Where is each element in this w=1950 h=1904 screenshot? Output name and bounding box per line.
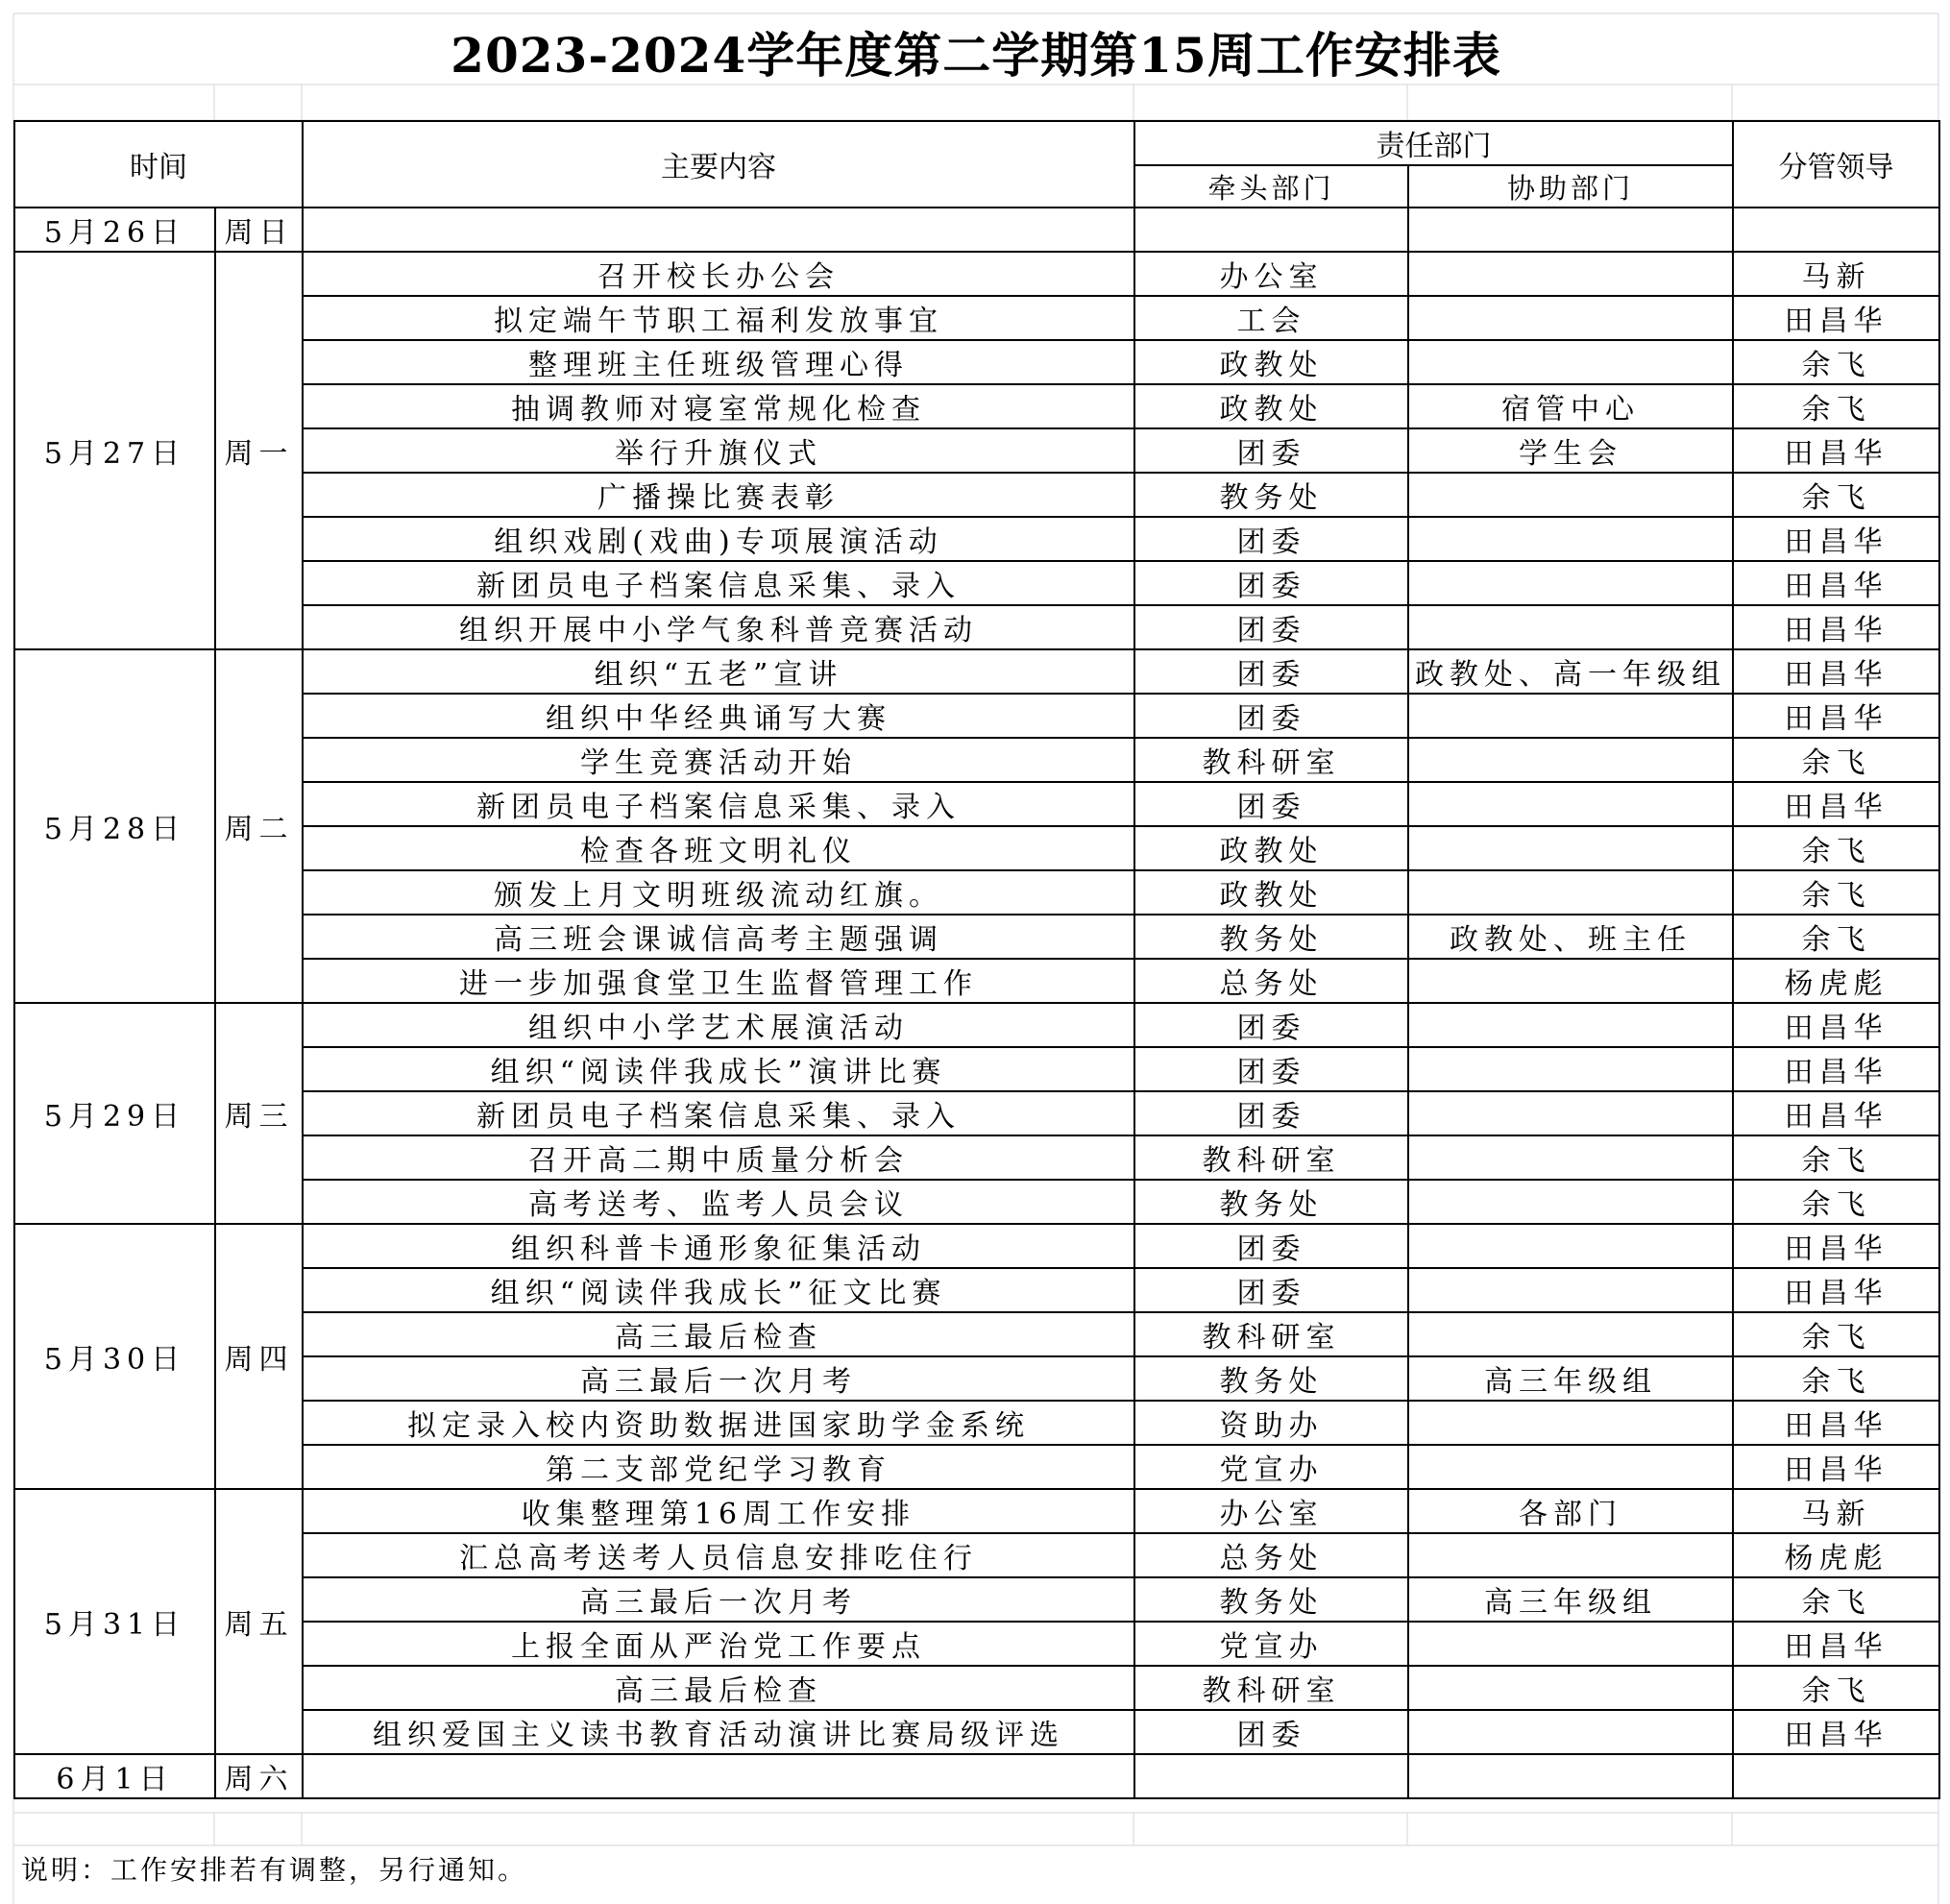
- assist-dept-cell: [1408, 694, 1733, 738]
- leader-cell: 余飞: [1733, 1180, 1939, 1224]
- assist-dept-cell: [1408, 826, 1733, 870]
- assist-dept-cell: [1408, 1180, 1733, 1224]
- lead-dept-cell: 团委: [1134, 1047, 1408, 1091]
- table-row: [14, 1312, 1939, 1356]
- task-content-cell: 颁发上月文明班级流动红旗。: [303, 870, 1134, 915]
- weekday-cell: 周五: [215, 1489, 303, 1754]
- assist-dept-cell: [1408, 1312, 1733, 1356]
- leader-cell: 余飞: [1733, 384, 1939, 428]
- table-row: [14, 1091, 1939, 1135]
- lead-dept-cell: 教科研室: [1134, 1135, 1408, 1180]
- leader-cell: 田昌华: [1733, 1003, 1939, 1047]
- table-row: [14, 1047, 1939, 1091]
- table-row: [14, 1180, 1939, 1224]
- table-row: [14, 1577, 1939, 1622]
- task-content-cell: 组织中华经典诵写大赛: [303, 694, 1134, 738]
- table-row: [14, 473, 1939, 517]
- table-row: [14, 1622, 1939, 1666]
- table-row: [14, 959, 1939, 1003]
- task-content-cell: 拟定端午节职工福利发放事宜: [303, 296, 1134, 340]
- task-content-cell: 组织开展中小学气象科普竞赛活动: [303, 605, 1134, 649]
- date-cell: 5月26日: [14, 207, 215, 252]
- leader-cell: 田昌华: [1733, 1091, 1939, 1135]
- assist-dept-cell: [1408, 561, 1733, 605]
- lead-dept-cell: 总务处: [1134, 959, 1408, 1003]
- lead-dept-cell: 党宣办: [1134, 1622, 1408, 1666]
- task-content-cell: 组织科普卡通形象征集活动: [303, 1224, 1134, 1268]
- assist-dept-cell: [1408, 1003, 1733, 1047]
- task-content-cell: 组织中小学艺术展演活动: [303, 1003, 1134, 1047]
- leader-cell: 余飞: [1733, 870, 1939, 915]
- lead-dept-cell: 团委: [1134, 694, 1408, 738]
- assist-dept-cell: [1408, 1710, 1733, 1754]
- assist-dept-cell: [1408, 1268, 1733, 1312]
- assist-dept-cell: 学生会: [1408, 428, 1733, 473]
- lead-dept-cell: 团委: [1134, 1268, 1408, 1312]
- leader-cell: 余飞: [1733, 1312, 1939, 1356]
- lead-dept-cell: 团委: [1134, 561, 1408, 605]
- task-content-cell: 组织“五老”宣讲: [303, 649, 1134, 694]
- leader-cell: 田昌华: [1733, 428, 1939, 473]
- assist-dept-cell: 宿管中心: [1408, 384, 1733, 428]
- task-content-cell: 召开高二期中质量分析会: [303, 1135, 1134, 1180]
- lead-dept-cell: 政教处: [1134, 340, 1408, 384]
- date-cell: 5月31日: [14, 1489, 215, 1754]
- table-row: [14, 1445, 1939, 1489]
- page-title: 2023-2024学年度第二学期第15周工作安排表: [451, 27, 1501, 84]
- table-row: [14, 1135, 1939, 1180]
- leader-cell: 余飞: [1733, 1666, 1939, 1710]
- assist-dept-cell: [1408, 340, 1733, 384]
- table-row: [14, 252, 1939, 296]
- task-content-cell: 高三最后一次月考: [303, 1356, 1134, 1401]
- table-row: [14, 782, 1939, 826]
- header-time: 时间: [14, 121, 303, 207]
- header-main-content: 主要内容: [303, 121, 1134, 207]
- table-row: [14, 517, 1939, 561]
- leader-cell: 余飞: [1733, 1135, 1939, 1180]
- leader-cell: 田昌华: [1733, 1047, 1939, 1091]
- lead-dept-cell: 教务处: [1134, 1577, 1408, 1622]
- table-row: [14, 1489, 1939, 1533]
- lead-dept-cell: 政教处: [1134, 384, 1408, 428]
- table-row: [14, 1710, 1939, 1754]
- assist-dept-cell: [1408, 207, 1733, 252]
- weekday-cell: 周二: [215, 649, 303, 1003]
- leader-cell: 田昌华: [1733, 1710, 1939, 1754]
- task-content-cell: 汇总高考送考人员信息安排吃住行: [303, 1533, 1134, 1577]
- assist-dept-cell: [1408, 959, 1733, 1003]
- lead-dept-cell: 教务处: [1134, 1180, 1408, 1224]
- task-content-cell: 拟定录入校内资助数据进国家助学金系统: [303, 1401, 1134, 1445]
- table-row: [14, 207, 1939, 252]
- leader-cell: 田昌华: [1733, 605, 1939, 649]
- task-content-cell: 新团员电子档案信息采集、录入: [303, 782, 1134, 826]
- table-row: [14, 1003, 1939, 1047]
- table-row: [14, 428, 1939, 473]
- task-content-cell: 整理班主任班级管理心得: [303, 340, 1134, 384]
- leader-cell: 余飞: [1733, 738, 1939, 782]
- task-content-cell: 组织戏剧(戏曲)专项展演活动: [303, 517, 1134, 561]
- assist-dept-cell: [1408, 738, 1733, 782]
- assist-dept-cell: [1408, 252, 1733, 296]
- table-row: [14, 915, 1939, 959]
- table-row: [14, 561, 1939, 605]
- assist-dept-cell: [1408, 1135, 1733, 1180]
- lead-dept-cell: 政教处: [1134, 826, 1408, 870]
- leader-cell: 田昌华: [1733, 1268, 1939, 1312]
- assist-dept-cell: 高三年级组: [1408, 1577, 1733, 1622]
- table-row: [14, 1401, 1939, 1445]
- header-assist-dept: 协助部门: [1408, 165, 1733, 207]
- assist-dept-cell: [1408, 1047, 1733, 1091]
- task-content-cell: 收集整理第16周工作安排: [303, 1489, 1134, 1533]
- header-responsible-dept: 责任部门: [1134, 121, 1733, 165]
- task-content-cell: 抽调教师对寝室常规化检查: [303, 384, 1134, 428]
- lead-dept-cell: 教科研室: [1134, 1312, 1408, 1356]
- task-content-cell: 新团员电子档案信息采集、录入: [303, 1091, 1134, 1135]
- task-content-cell: 组织爱国主义读书教育活动演讲比赛局级评选: [303, 1710, 1134, 1754]
- lead-dept-cell: 团委: [1134, 1710, 1408, 1754]
- leader-cell: 余飞: [1733, 915, 1939, 959]
- leader-cell: 田昌华: [1733, 296, 1939, 340]
- task-content-cell: 高三最后检查: [303, 1666, 1134, 1710]
- weekday-cell: 周六: [215, 1754, 303, 1798]
- assist-dept-cell: [1408, 605, 1733, 649]
- lead-dept-cell: 团委: [1134, 1091, 1408, 1135]
- leader-cell: 杨虎彪: [1733, 1533, 1939, 1577]
- lead-dept-cell: 团委: [1134, 605, 1408, 649]
- leader-cell: 余飞: [1733, 1577, 1939, 1622]
- leader-cell: 田昌华: [1733, 1445, 1939, 1489]
- table-row: [14, 1224, 1939, 1268]
- date-cell: 5月30日: [14, 1224, 215, 1489]
- leader-cell: 余飞: [1733, 1356, 1939, 1401]
- task-content-cell: 高三最后检查: [303, 1312, 1134, 1356]
- table-row: [14, 694, 1939, 738]
- date-cell: 5月29日: [14, 1003, 215, 1224]
- lead-dept-cell: [1134, 207, 1408, 252]
- leader-cell: 田昌华: [1733, 561, 1939, 605]
- leader-cell: 余飞: [1733, 340, 1939, 384]
- table-row: [14, 1268, 1939, 1312]
- task-content-cell: 广播操比赛表彰: [303, 473, 1134, 517]
- task-content-cell: 组织“阅读伴我成长”征文比赛: [303, 1268, 1134, 1312]
- table-row: [14, 1666, 1939, 1710]
- date-cell: 6月1日: [14, 1754, 215, 1798]
- leader-cell: 田昌华: [1733, 1401, 1939, 1445]
- task-content-cell: [303, 1754, 1134, 1798]
- footnote: 说明：工作安排若有调整，另行通知。: [21, 1854, 528, 1886]
- assist-dept-cell: 高三年级组: [1408, 1356, 1733, 1401]
- leader-cell: 田昌华: [1733, 649, 1939, 694]
- assist-dept-cell: [1408, 1401, 1733, 1445]
- lead-dept-cell: 教科研室: [1134, 738, 1408, 782]
- table-row: [14, 296, 1939, 340]
- lead-dept-cell: 团委: [1134, 1003, 1408, 1047]
- task-content-cell: 组织“阅读伴我成长”演讲比赛: [303, 1047, 1134, 1091]
- lead-dept-cell: 办公室: [1134, 252, 1408, 296]
- assist-dept-cell: [1408, 1622, 1733, 1666]
- assist-dept-cell: [1408, 1091, 1733, 1135]
- leader-cell: 田昌华: [1733, 1622, 1939, 1666]
- lead-dept-cell: 团委: [1134, 517, 1408, 561]
- assist-dept-cell: [1408, 1445, 1733, 1489]
- lead-dept-cell: 教务处: [1134, 473, 1408, 517]
- lead-dept-cell: [1134, 1754, 1408, 1798]
- weekday-cell: 周日: [215, 207, 303, 252]
- assist-dept-cell: [1408, 782, 1733, 826]
- lead-dept-cell: 工会: [1134, 296, 1408, 340]
- table-row: [14, 340, 1939, 384]
- task-content-cell: 召开校长办公会: [303, 252, 1134, 296]
- task-content-cell: 进一步加强食堂卫生监督管理工作: [303, 959, 1134, 1003]
- task-content-cell: [303, 207, 1134, 252]
- leader-cell: 马新: [1733, 252, 1939, 296]
- assist-dept-cell: [1408, 870, 1733, 915]
- assist-dept-cell: [1408, 1224, 1733, 1268]
- date-cell: 5月28日: [14, 649, 215, 1003]
- assist-dept-cell: [1408, 517, 1733, 561]
- assist-dept-cell: [1408, 296, 1733, 340]
- date-cell: 5月27日: [14, 252, 215, 649]
- weekday-cell: 周四: [215, 1224, 303, 1489]
- task-content-cell: 举行升旗仪式: [303, 428, 1134, 473]
- lead-dept-cell: 教务处: [1134, 1356, 1408, 1401]
- weekday-cell: 周三: [215, 1003, 303, 1224]
- assist-dept-cell: [1408, 1533, 1733, 1577]
- table-row: [14, 1356, 1939, 1401]
- work-schedule-table: [13, 120, 1940, 1799]
- table-row: [14, 605, 1939, 649]
- leader-cell: [1733, 207, 1939, 252]
- assist-dept-cell: 各部门: [1408, 1489, 1733, 1533]
- assist-dept-cell: 政教处、班主任: [1408, 915, 1733, 959]
- task-content-cell: 检查各班文明礼仪: [303, 826, 1134, 870]
- table-row: [14, 1754, 1939, 1798]
- lead-dept-cell: 办公室: [1134, 1489, 1408, 1533]
- leader-cell: 马新: [1733, 1489, 1939, 1533]
- task-content-cell: 新团员电子档案信息采集、录入: [303, 561, 1134, 605]
- leader-cell: 田昌华: [1733, 1224, 1939, 1268]
- lead-dept-cell: 教科研室: [1134, 1666, 1408, 1710]
- leader-cell: 田昌华: [1733, 694, 1939, 738]
- header-leader: 分管领导: [1733, 121, 1939, 207]
- table-row: [14, 649, 1939, 694]
- lead-dept-cell: 资助办: [1134, 1401, 1408, 1445]
- task-content-cell: 高三班会课诚信高考主题强调: [303, 915, 1134, 959]
- leader-cell: [1733, 1754, 1939, 1798]
- task-content-cell: 高考送考、监考人员会议: [303, 1180, 1134, 1224]
- weekday-cell: 周一: [215, 252, 303, 649]
- lead-dept-cell: 团委: [1134, 649, 1408, 694]
- lead-dept-cell: 团委: [1134, 782, 1408, 826]
- leader-cell: 田昌华: [1733, 517, 1939, 561]
- task-content-cell: 上报全面从严治党工作要点: [303, 1622, 1134, 1666]
- table-row: [14, 826, 1939, 870]
- assist-dept-cell: [1408, 1754, 1733, 1798]
- table-row: [14, 870, 1939, 915]
- header-lead-dept: 牵头部门: [1134, 165, 1408, 207]
- leader-cell: 田昌华: [1733, 782, 1939, 826]
- table-row: [14, 1533, 1939, 1577]
- assist-dept-cell: [1408, 1666, 1733, 1710]
- lead-dept-cell: 教务处: [1134, 915, 1408, 959]
- lead-dept-cell: 团委: [1134, 428, 1408, 473]
- leader-cell: 余飞: [1733, 473, 1939, 517]
- lead-dept-cell: 总务处: [1134, 1533, 1408, 1577]
- assist-dept-cell: [1408, 473, 1733, 517]
- task-content-cell: 高三最后一次月考: [303, 1577, 1134, 1622]
- leader-cell: 杨虎彪: [1733, 959, 1939, 1003]
- table-row: [14, 384, 1939, 428]
- lead-dept-cell: 团委: [1134, 1224, 1408, 1268]
- lead-dept-cell: 党宣办: [1134, 1445, 1408, 1489]
- assist-dept-cell: 政教处、高一年级组: [1408, 649, 1733, 694]
- lead-dept-cell: 政教处: [1134, 870, 1408, 915]
- table-row: [14, 738, 1939, 782]
- task-content-cell: 学生竞赛活动开始: [303, 738, 1134, 782]
- leader-cell: 余飞: [1733, 826, 1939, 870]
- task-content-cell: 第二支部党纪学习教育: [303, 1445, 1134, 1489]
